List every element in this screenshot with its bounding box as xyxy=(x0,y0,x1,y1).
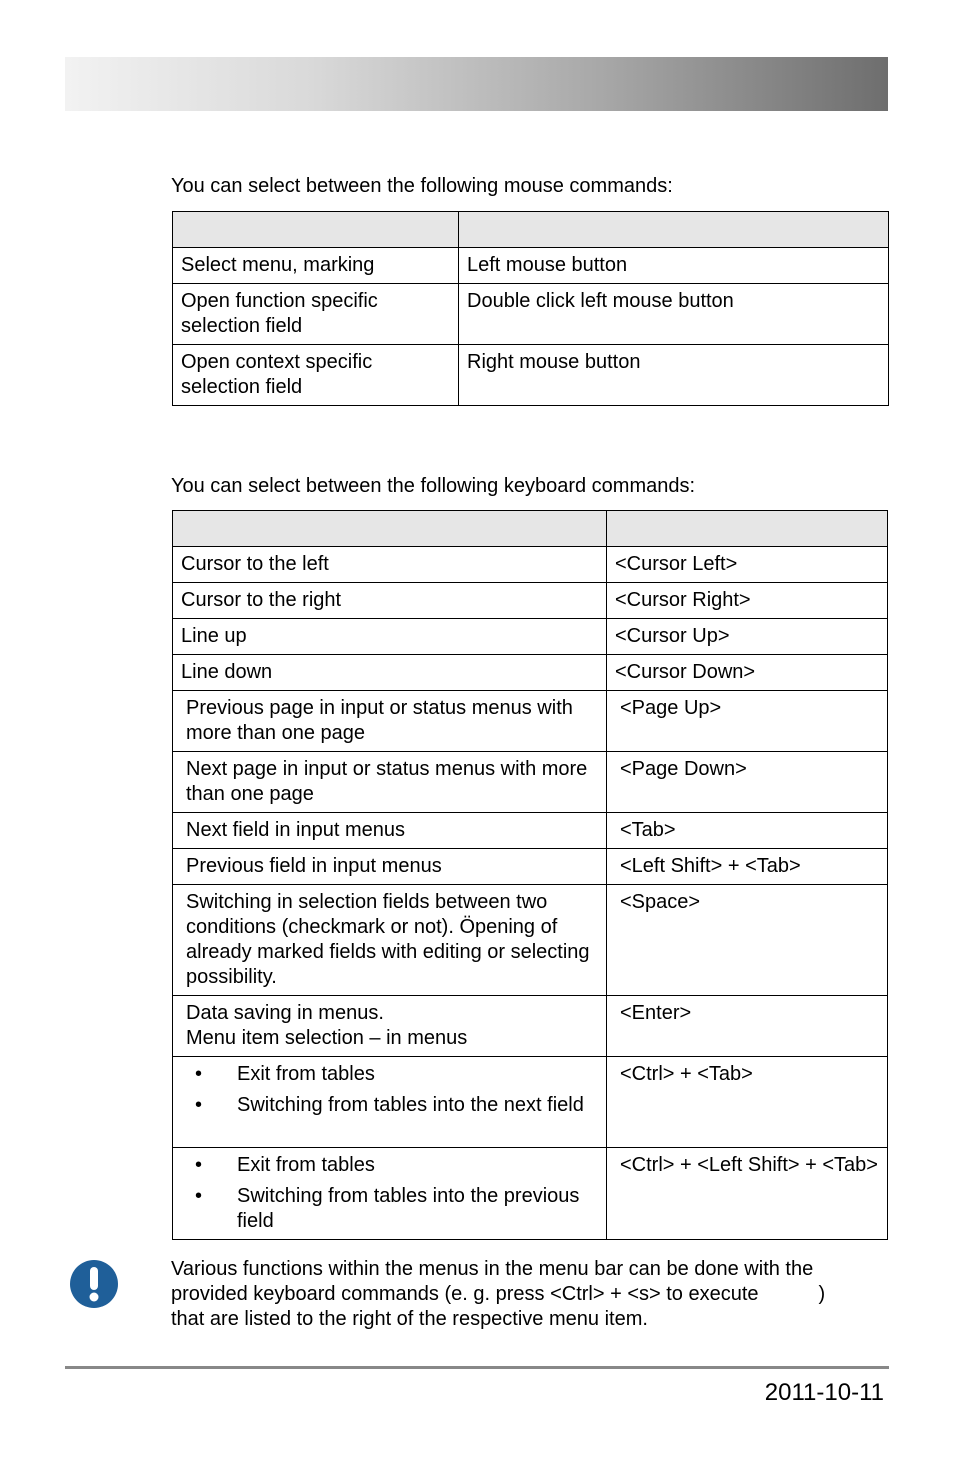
table-row xyxy=(173,1057,888,1148)
table-row xyxy=(173,655,888,691)
note-line: provided keyboard commands (e. g. press <Ctrl> + <s> to execute ) xyxy=(171,1283,826,1305)
function-cell xyxy=(173,1148,607,1240)
function-cell: Line up xyxy=(173,619,607,655)
bullet-item: • Exit from tables xyxy=(195,1063,375,1085)
table-row xyxy=(173,885,888,996)
bullet-list xyxy=(181,1153,598,1234)
bullet-icon: • xyxy=(195,1063,203,1085)
command-cell: <Space> xyxy=(607,885,888,996)
command-cell: <Ctrl> + <Left Shift> + <Tab> xyxy=(607,1148,888,1240)
bullet-icon: • xyxy=(195,1185,203,1207)
mouse-commands-intro: You can select between the following mouse commands: xyxy=(171,175,673,197)
footer-divider xyxy=(65,1366,889,1369)
table-header-row xyxy=(173,511,888,547)
mouse-commands-table xyxy=(172,211,889,406)
command-cell: <Enter> xyxy=(607,996,888,1057)
command-cell: Double click left mouse button xyxy=(459,284,889,345)
exclamation-circle-icon xyxy=(70,1260,118,1308)
function-cell: Open function specific selection field xyxy=(173,284,459,345)
table-row xyxy=(173,1148,888,1240)
function-cell: Switching in selection fields between two conditions (checkmark or not). Öpening of already marked fields with editing or selecting possibility. xyxy=(173,885,607,996)
table-row xyxy=(173,849,888,885)
command-cell: Right mouse button xyxy=(459,345,889,406)
function-cell: Cursor to the right xyxy=(173,583,607,619)
table-row xyxy=(173,813,888,849)
table-row xyxy=(173,619,888,655)
function-cell: Next page in input or status menus with more than one page xyxy=(173,752,607,813)
bullet-item: • Switching from tables into the next field xyxy=(195,1094,584,1116)
table-header-row xyxy=(173,212,889,248)
keyboard-commands-intro: You can select between the following keyboard commands: xyxy=(171,475,696,497)
bullet-item: • Switching from tables into the previous field xyxy=(195,1185,580,1232)
command-cell: <Cursor Up> xyxy=(607,619,888,655)
keyboard-commands-table xyxy=(172,510,888,1240)
bullet-icon: • xyxy=(195,1154,203,1176)
table-row xyxy=(173,284,889,345)
note-line: Various functions within the menus in the menu bar can be done with the xyxy=(171,1258,814,1280)
footer-date: 2011-10-11 xyxy=(764,1379,884,1406)
command-cell: <Cursor Left> xyxy=(607,547,888,583)
bullet-icon: • xyxy=(195,1094,203,1116)
command-cell: <Ctrl> + <Tab> xyxy=(607,1057,888,1148)
command-cell: <Cursor Down> xyxy=(607,655,888,691)
function-line: Data saving in menus. xyxy=(186,1002,384,1024)
function-cell: Previous field in input menus xyxy=(173,849,607,885)
table-row xyxy=(173,691,888,752)
command-cell: <Left Shift> + <Tab> xyxy=(607,849,888,885)
command-cell: <Cursor Right> xyxy=(607,583,888,619)
function-cell: Open context specific selection field xyxy=(173,345,459,406)
function-cell: Select menu, marking xyxy=(173,248,459,284)
command-cell: Left mouse button xyxy=(459,248,889,284)
note-text xyxy=(171,1257,891,1332)
function-cell xyxy=(173,1057,607,1148)
function-cell: Previous page in input or status menus with more than one page xyxy=(173,691,607,752)
function-cell xyxy=(173,996,607,1057)
table-row xyxy=(173,996,888,1057)
table-row xyxy=(173,248,889,284)
function-cell: Next field in input menus xyxy=(173,813,607,849)
header-bar xyxy=(65,57,888,111)
function-line: Menu item selection – in menus xyxy=(186,1027,468,1049)
command-cell: <Page Down> xyxy=(607,752,888,813)
note-line: that are listed to the right of the respective menu item. xyxy=(171,1308,648,1330)
function-cell: Line down xyxy=(173,655,607,691)
table-row xyxy=(173,583,888,619)
bullet-item: • Exit from tables xyxy=(195,1154,375,1176)
table-row xyxy=(173,547,888,583)
table-row xyxy=(173,752,888,813)
bullet-list xyxy=(181,1062,598,1118)
command-cell: <Page Up> xyxy=(607,691,888,752)
command-cell: <Tab> xyxy=(607,813,888,849)
table-row xyxy=(173,345,889,406)
function-cell: Cursor to the left xyxy=(173,547,607,583)
